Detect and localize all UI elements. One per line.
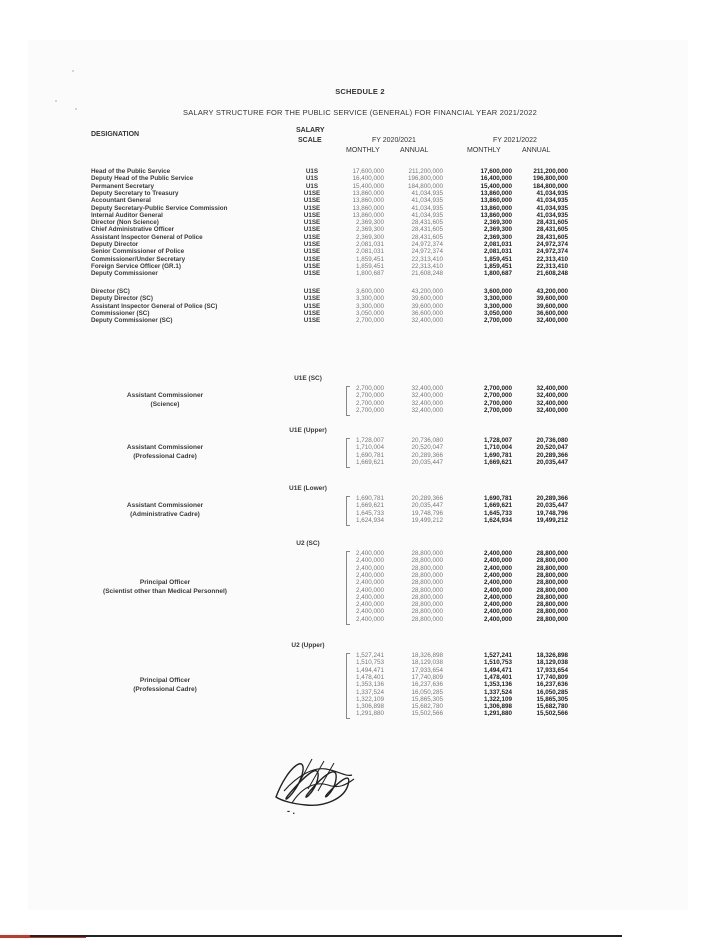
- annual-2020-cell: 41,034,935: [411, 189, 443, 197]
- monthly-2021-cell: 2,400,000: [483, 579, 512, 587]
- monthly-2020-cell: 2,400,000: [355, 586, 384, 594]
- monthly-2021-cell: 2,700,000: [483, 385, 512, 392]
- monthly-2021-cell: 1,353,136: [483, 681, 512, 689]
- group-salary-scale: U1E (Lower): [289, 485, 327, 492]
- annual-2020-cell: 18,326,898: [411, 652, 443, 659]
- annual-2021-cell: 21,608,248: [536, 270, 568, 278]
- annual-2020-cell: 17,740,809: [411, 673, 443, 681]
- monthly-2020-cell: 1,859,451: [355, 262, 384, 270]
- designation-cell: Deputy Secretary-Public Service Commission: [91, 204, 228, 212]
- annual-2021-cell: 28,800,000: [536, 593, 568, 601]
- monthly-2020-cell: 13,860,000: [352, 189, 384, 197]
- annual-2021-cell: 20,736,080: [536, 437, 568, 444]
- monthly-2020-cell: 1,624,934: [355, 516, 384, 524]
- annual-2021-cell: 22,313,410: [536, 255, 568, 263]
- group-designation-line2: (Scientist other than Medical Personnel): [103, 587, 227, 595]
- monthly-2021-cell: 1,728,007: [483, 437, 512, 444]
- monthly-2020-cell: 1,690,781: [355, 451, 384, 459]
- annual-2021-cell: 41,034,935: [536, 211, 568, 219]
- annual-2021-cell: 20,035,447: [536, 458, 568, 466]
- monthly-2021-cell: 2,400,000: [483, 571, 512, 579]
- annual-2021-cell: 28,800,000: [536, 586, 568, 594]
- designation-cell: Chief Administrative Officer: [91, 226, 175, 234]
- annual-2020-cell: 15,682,780: [411, 703, 443, 711]
- monthly-2020-cell: 1,494,471: [355, 666, 384, 674]
- footer-rule: [30, 935, 622, 937]
- annual-2021-cell: 28,800,000: [536, 579, 568, 587]
- monthly-2020-cell: 2,369,300: [355, 226, 384, 234]
- monthly-2020-cell: 2,700,000: [355, 406, 384, 414]
- annual-2020-cell: 15,502,566: [411, 710, 443, 718]
- monthly-2021-cell: 1,690,781: [483, 451, 512, 459]
- annual-2020-cell: 43,200,000: [411, 288, 443, 295]
- table-row: [0, 407, 720, 416]
- annual-2021-cell: 32,400,000: [536, 392, 568, 400]
- table-row: [0, 270, 720, 279]
- monthly-2021-cell: 1,494,471: [483, 666, 512, 674]
- group-designation-line1: Principal Officer: [139, 676, 191, 684]
- annual-2021-cell: 32,400,000: [536, 406, 568, 414]
- annual-2020-cell: 32,400,000: [411, 392, 443, 400]
- monthly-2020-cell: 2,400,000: [355, 579, 384, 587]
- annual-2021-cell: 36,600,000: [536, 309, 568, 317]
- monthly-2020-cell: 1,669,621: [355, 458, 384, 466]
- monthly-2020-cell: 1,859,451: [355, 255, 384, 263]
- header-scale: SCALE: [298, 137, 322, 144]
- annual-2021-cell: 18,129,038: [536, 659, 568, 667]
- annual-2021-cell: 17,933,654: [536, 666, 568, 674]
- monthly-2021-cell: 1,710,004: [483, 444, 512, 452]
- monthly-2020-cell: 2,369,300: [355, 233, 384, 241]
- monthly-2020-cell: 2,700,000: [355, 385, 384, 392]
- monthly-2021-cell: 3,300,000: [483, 295, 512, 303]
- annual-2021-cell: 20,289,366: [536, 451, 568, 459]
- annual-2020-cell: 196,800,000: [407, 175, 443, 183]
- salary-scale-cell: U1S: [305, 175, 319, 183]
- table-row: [0, 459, 720, 468]
- salary-scale-cell: U1SE: [303, 295, 321, 303]
- annual-2021-cell: 16,050,285: [536, 688, 568, 696]
- annual-2020-cell: 28,431,605: [411, 219, 443, 227]
- annual-2021-cell: 24,972,374: [536, 248, 568, 256]
- designation-cell: Assistant Inspector General of Police: [91, 233, 203, 241]
- annual-2020-cell: 24,972,374: [411, 248, 443, 256]
- salary-scale-cell: U1SE: [303, 302, 321, 310]
- monthly-2021-cell: 2,400,000: [483, 586, 512, 594]
- monthly-2021-cell: 2,400,000: [483, 615, 512, 623]
- scan-speck: [72, 70, 74, 72]
- annual-2020-cell: 19,499,212: [411, 516, 443, 524]
- salary-scale-cell: U1SE: [303, 288, 321, 295]
- monthly-2021-cell: 1,322,109: [483, 695, 512, 703]
- annual-2020-cell: 28,800,000: [411, 601, 443, 609]
- annual-2020-cell: 211,200,000: [408, 168, 443, 175]
- monthly-2021-cell: 1,859,451: [483, 255, 512, 263]
- monthly-2020-cell: 1,478,401: [355, 673, 384, 681]
- monthly-2021-cell: 1,527,241: [483, 652, 512, 659]
- group-designation-line2: (Professional Cadre): [133, 685, 197, 693]
- annual-2021-cell: 41,034,935: [536, 204, 568, 212]
- monthly-2021-cell: 2,400,000: [483, 593, 512, 601]
- salary-scale-cell: U1S: [305, 182, 319, 190]
- annual-2021-cell: 28,431,605: [536, 226, 568, 234]
- salary-scale-cell: U1SE: [303, 262, 321, 270]
- designation-cell: Deputy Director (SC): [91, 295, 153, 303]
- annual-2020-cell: 24,972,374: [411, 241, 443, 248]
- header-monthly-2021: MONTHLY: [467, 147, 501, 154]
- annual-2021-cell: 28,800,000: [536, 601, 568, 609]
- monthly-2021-cell: 2,700,000: [483, 317, 512, 325]
- monthly-2021-cell: 15,400,000: [480, 182, 512, 190]
- monthly-2021-cell: 2,081,031: [483, 248, 512, 256]
- designation-cell: Director (Non Science): [91, 219, 159, 227]
- monthly-2020-cell: 1,306,898: [355, 703, 384, 711]
- monthly-2020-cell: 1,669,621: [355, 502, 384, 510]
- monthly-2021-cell: 13,860,000: [480, 189, 512, 197]
- header-salary: SALARY: [296, 127, 325, 134]
- annual-2020-cell: 17,933,654: [411, 666, 443, 674]
- designation-cell: Assistant Inspector General of Police (SC): [91, 302, 218, 310]
- monthly-2021-cell: 16,400,000: [480, 175, 512, 183]
- annual-2021-cell: 15,682,780: [536, 703, 568, 711]
- annual-2021-cell: 28,800,000: [536, 550, 568, 557]
- annual-2021-cell: 22,313,410: [536, 262, 568, 270]
- annual-2020-cell: 36,600,000: [411, 309, 443, 317]
- salary-scale-cell: U1SE: [303, 317, 321, 325]
- monthly-2020-cell: 2,400,000: [355, 615, 384, 623]
- annual-2021-cell: 196,800,000: [532, 175, 568, 183]
- designation-cell: Commissioner (SC): [91, 309, 150, 317]
- monthly-2021-cell: 2,700,000: [483, 392, 512, 400]
- annual-2021-cell: 28,800,000: [536, 615, 568, 623]
- annual-2021-cell: 32,400,000: [536, 399, 568, 407]
- annual-2020-cell: 28,800,000: [411, 608, 443, 616]
- group-designation-line1: Assistant Commissioner: [126, 443, 204, 451]
- annual-2020-cell: 22,313,410: [411, 262, 443, 270]
- designation-cell: Deputy Commissioner (SC): [91, 317, 173, 325]
- monthly-2021-cell: 13,860,000: [480, 204, 512, 212]
- monthly-2021-cell: 2,700,000: [483, 399, 512, 407]
- annual-2021-cell: 28,800,000: [536, 564, 568, 572]
- salary-scale-cell: U1SE: [303, 309, 321, 317]
- annual-2020-cell: 28,800,000: [411, 593, 443, 601]
- annual-2021-cell: 39,600,000: [536, 295, 568, 303]
- monthly-2021-cell: 2,369,300: [483, 226, 512, 234]
- monthly-2021-cell: 3,050,000: [483, 309, 512, 317]
- monthly-2021-cell: 13,860,000: [480, 197, 512, 205]
- group-salary-scale: U2 (Upper): [291, 642, 325, 649]
- annual-2020-cell: 20,035,447: [411, 458, 443, 466]
- header-annual-2020: ANNUAL: [400, 147, 429, 154]
- monthly-2020-cell: 15,400,000: [352, 182, 384, 190]
- table-row: [0, 317, 720, 326]
- monthly-2020-cell: 2,081,031: [355, 248, 384, 256]
- annual-2020-cell: 28,800,000: [411, 615, 443, 623]
- salary-scale-cell: U1SE: [303, 270, 321, 278]
- monthly-2021-cell: 3,600,000: [483, 288, 512, 295]
- monthly-2020-cell: 2,400,000: [355, 571, 384, 579]
- monthly-2021-cell: 1,337,524: [483, 688, 512, 696]
- monthly-2021-cell: 1,478,401: [483, 673, 512, 681]
- monthly-2020-cell: 2,700,000: [355, 399, 384, 407]
- annual-2021-cell: 20,520,047: [536, 444, 568, 452]
- monthly-2020-cell: 1,353,136: [355, 681, 384, 689]
- designation-cell: Director (SC): [91, 288, 130, 295]
- monthly-2020-cell: 13,860,000: [352, 211, 384, 219]
- salary-scale-cell: U1SE: [303, 189, 321, 197]
- annual-2020-cell: 41,034,935: [411, 204, 443, 212]
- annual-2020-cell: 16,237,636: [411, 681, 443, 689]
- monthly-2020-cell: 16,400,000: [352, 175, 384, 183]
- annual-2020-cell: 32,400,000: [411, 385, 443, 392]
- annual-2021-cell: 16,237,636: [536, 681, 568, 689]
- salary-scale-cell: U1SE: [303, 248, 321, 256]
- scan-speck: [55, 100, 57, 102]
- signature: [268, 745, 363, 835]
- designation-cell: Foreign Service Officer (GR.1): [91, 262, 181, 270]
- salary-scale-cell: U1SE: [303, 255, 321, 263]
- monthly-2020-cell: 2,400,000: [355, 550, 384, 557]
- monthly-2021-cell: 2,400,000: [483, 564, 512, 572]
- salary-scale-cell: U1SE: [303, 219, 321, 227]
- table-row: [0, 517, 720, 526]
- designation-cell: Deputy Secretary to Treasury: [91, 189, 179, 197]
- header-fy-2020-2021: FY 2020/2021: [372, 137, 416, 144]
- monthly-2020-cell: 1,291,880: [355, 710, 384, 718]
- annual-2020-cell: 28,800,000: [411, 564, 443, 572]
- annual-2020-cell: 20,289,366: [411, 451, 443, 459]
- monthly-2021-cell: 2,400,000: [483, 550, 512, 557]
- annual-2020-cell: 20,520,047: [411, 444, 443, 452]
- annual-2020-cell: 28,800,000: [411, 586, 443, 594]
- annual-2020-cell: 28,800,000: [411, 557, 443, 565]
- annual-2021-cell: 39,600,000: [536, 302, 568, 310]
- monthly-2020-cell: 2,700,000: [355, 392, 384, 400]
- annual-2021-cell: 41,034,935: [536, 197, 568, 205]
- monthly-2021-cell: 2,369,300: [483, 219, 512, 227]
- annual-2020-cell: 28,800,000: [411, 571, 443, 579]
- annual-2020-cell: 39,600,000: [411, 302, 443, 310]
- designation-cell: Accountant General: [91, 197, 151, 205]
- monthly-2021-cell: 1,669,621: [483, 502, 512, 510]
- annual-2020-cell: 15,865,305: [411, 695, 443, 703]
- designation-cell: Senior Commissioner of Police: [91, 248, 185, 256]
- monthly-2021-cell: 2,400,000: [483, 608, 512, 616]
- group-designation-line2: (Professional Cadre): [133, 452, 197, 460]
- annual-2021-cell: 19,499,212: [536, 516, 568, 524]
- annual-2021-cell: 18,326,898: [536, 652, 568, 659]
- monthly-2021-cell: 3,300,000: [483, 302, 512, 310]
- annual-2021-cell: 28,800,000: [536, 571, 568, 579]
- annual-2021-cell: 20,289,366: [536, 495, 568, 502]
- monthly-2021-cell: 2,400,000: [483, 601, 512, 609]
- annual-2020-cell: 41,034,935: [411, 197, 443, 205]
- salary-scale-cell: U1SE: [303, 233, 321, 241]
- annual-2020-cell: 21,608,248: [411, 270, 443, 278]
- monthly-2020-cell: 3,600,000: [355, 288, 384, 295]
- annual-2020-cell: 28,800,000: [411, 550, 443, 557]
- annual-2021-cell: 41,034,935: [536, 189, 568, 197]
- monthly-2021-cell: 1,800,687: [483, 270, 512, 278]
- monthly-2020-cell: 1,510,753: [355, 659, 384, 667]
- group-designation-line1: Assistant Commissioner: [126, 501, 204, 509]
- salary-scale-cell: U1SE: [303, 204, 321, 212]
- monthly-2020-cell: 17,600,000: [352, 168, 384, 175]
- annual-2021-cell: 17,740,809: [536, 673, 568, 681]
- monthly-2021-cell: 1,624,934: [483, 516, 512, 524]
- monthly-2020-cell: 3,300,000: [355, 295, 384, 303]
- monthly-2020-cell: 2,400,000: [355, 564, 384, 572]
- monthly-2020-cell: 2,700,000: [355, 317, 384, 325]
- monthly-2021-cell: 1,669,621: [483, 458, 512, 466]
- annual-2021-cell: 43,200,000: [536, 288, 568, 295]
- annual-2020-cell: 32,400,000: [411, 406, 443, 414]
- monthly-2020-cell: 2,400,000: [355, 557, 384, 565]
- monthly-2020-cell: 2,081,031: [355, 241, 384, 248]
- monthly-2020-cell: 1,337,524: [355, 688, 384, 696]
- monthly-2021-cell: 1,510,753: [483, 659, 512, 667]
- annual-2020-cell: 32,400,000: [411, 399, 443, 407]
- monthly-2020-cell: 1,645,733: [355, 509, 384, 517]
- monthly-2021-cell: 1,645,733: [483, 509, 512, 517]
- designation-cell: Commissioner/Under Secretary: [91, 255, 186, 263]
- annual-2020-cell: 22,313,410: [411, 255, 443, 263]
- designation-cell: Head of the Public Service: [91, 168, 171, 175]
- annual-2021-cell: 32,400,000: [536, 385, 568, 392]
- salary-scale-cell: U1S: [305, 168, 319, 175]
- designation-cell: Internal Auditor General: [91, 211, 163, 219]
- group-salary-scale: U2 (SC): [296, 540, 320, 547]
- monthly-2021-cell: 2,081,031: [483, 241, 512, 248]
- salary-scale-cell: U1SE: [303, 226, 321, 234]
- monthly-2020-cell: 3,050,000: [355, 309, 384, 317]
- table-row: [0, 710, 720, 719]
- monthly-2021-cell: 17,600,000: [480, 168, 512, 175]
- annual-2021-cell: 15,865,305: [536, 695, 568, 703]
- group-salary-scale: U1E (Upper): [289, 427, 327, 434]
- monthly-2020-cell: 1,690,781: [355, 495, 384, 502]
- group-designation-line1: Principal Officer: [139, 578, 191, 586]
- annual-2021-cell: 28,800,000: [536, 557, 568, 565]
- schedule-title: SCHEDULE 2: [335, 87, 385, 96]
- annual-2020-cell: 18,129,038: [411, 659, 443, 667]
- annual-2020-cell: 16,050,285: [411, 688, 443, 696]
- annual-2020-cell: 19,748,796: [411, 509, 443, 517]
- annual-2021-cell: 28,431,605: [536, 219, 568, 227]
- group-designation-line2: (Administrative Cadre): [130, 510, 200, 518]
- designation-cell: Deputy Director: [91, 241, 139, 248]
- salary-scale-cell: U1SE: [303, 241, 321, 248]
- annual-2020-cell: 20,289,366: [411, 495, 443, 502]
- monthly-2021-cell: 2,400,000: [483, 557, 512, 565]
- header-fy-2021-2022: FY 2021/2022: [493, 137, 537, 144]
- monthly-2020-cell: 1,322,109: [355, 695, 384, 703]
- header-annual-2021: ANNUAL: [522, 147, 551, 154]
- annual-2020-cell: 28,800,000: [411, 579, 443, 587]
- designation-cell: Deputy Commissioner: [91, 270, 158, 278]
- signature-marks: - .: [287, 806, 295, 816]
- annual-2020-cell: 20,035,447: [411, 502, 443, 510]
- monthly-2020-cell: 1,728,007: [355, 437, 384, 444]
- salary-scale-cell: U1SE: [303, 197, 321, 205]
- monthly-2021-cell: 2,369,300: [483, 233, 512, 241]
- annual-2020-cell: 28,431,605: [411, 226, 443, 234]
- monthly-2021-cell: 1,690,781: [483, 495, 512, 502]
- annual-2021-cell: 24,972,374: [536, 241, 568, 248]
- monthly-2020-cell: 2,400,000: [355, 608, 384, 616]
- designation-cell: Deputy Head of the Public Service: [91, 175, 194, 183]
- table-row: [0, 616, 720, 625]
- monthly-2020-cell: 13,860,000: [352, 197, 384, 205]
- group-salary-scale: U1E (SC): [294, 375, 322, 382]
- header-designation: DESIGNATION: [91, 131, 140, 138]
- group-designation-line2: (Science): [150, 400, 180, 408]
- annual-2021-cell: 211,200,000: [533, 168, 568, 175]
- group-designation-line1: Assistant Commissioner: [126, 391, 204, 399]
- monthly-2020-cell: 1,710,004: [355, 444, 384, 452]
- monthly-2021-cell: 1,859,451: [483, 262, 512, 270]
- annual-2020-cell: 184,800,000: [407, 182, 443, 190]
- annual-2021-cell: 28,800,000: [536, 608, 568, 616]
- annual-2020-cell: 41,034,935: [411, 211, 443, 219]
- monthly-2021-cell: 13,860,000: [480, 211, 512, 219]
- annual-2020-cell: 32,400,000: [411, 317, 443, 325]
- monthly-2021-cell: 1,306,898: [483, 703, 512, 711]
- annual-2021-cell: 184,800,000: [532, 182, 568, 190]
- annual-2021-cell: 32,400,000: [536, 317, 568, 325]
- monthly-2020-cell: 2,400,000: [355, 601, 384, 609]
- monthly-2021-cell: 1,291,880: [483, 710, 512, 718]
- monthly-2021-cell: 2,700,000: [483, 406, 512, 414]
- annual-2020-cell: 39,600,000: [411, 295, 443, 303]
- annual-2021-cell: 20,035,447: [536, 502, 568, 510]
- monthly-2020-cell: 13,860,000: [352, 204, 384, 212]
- monthly-2020-cell: 3,300,000: [355, 302, 384, 310]
- monthly-2020-cell: 1,800,687: [355, 270, 384, 278]
- document-subtitle: SALARY STRUCTURE FOR THE PUBLIC SERVICE (GENERAL) FOR FINANCIAL YEAR 2021/2022: [183, 108, 537, 117]
- annual-2020-cell: 20,736,080: [411, 437, 443, 444]
- annual-2021-cell: 28,431,605: [536, 233, 568, 241]
- monthly-2020-cell: 2,400,000: [355, 593, 384, 601]
- designation-cell: Permanent Secretary: [91, 182, 155, 190]
- header-monthly-2020: MONTHLY: [346, 147, 380, 154]
- annual-2021-cell: 19,748,796: [536, 509, 568, 517]
- annual-2021-cell: 15,502,566: [536, 710, 568, 718]
- salary-scale-cell: U1SE: [303, 211, 321, 219]
- monthly-2020-cell: 1,527,241: [355, 652, 384, 659]
- monthly-2020-cell: 2,369,300: [355, 219, 384, 227]
- annual-2020-cell: 28,431,605: [411, 233, 443, 241]
